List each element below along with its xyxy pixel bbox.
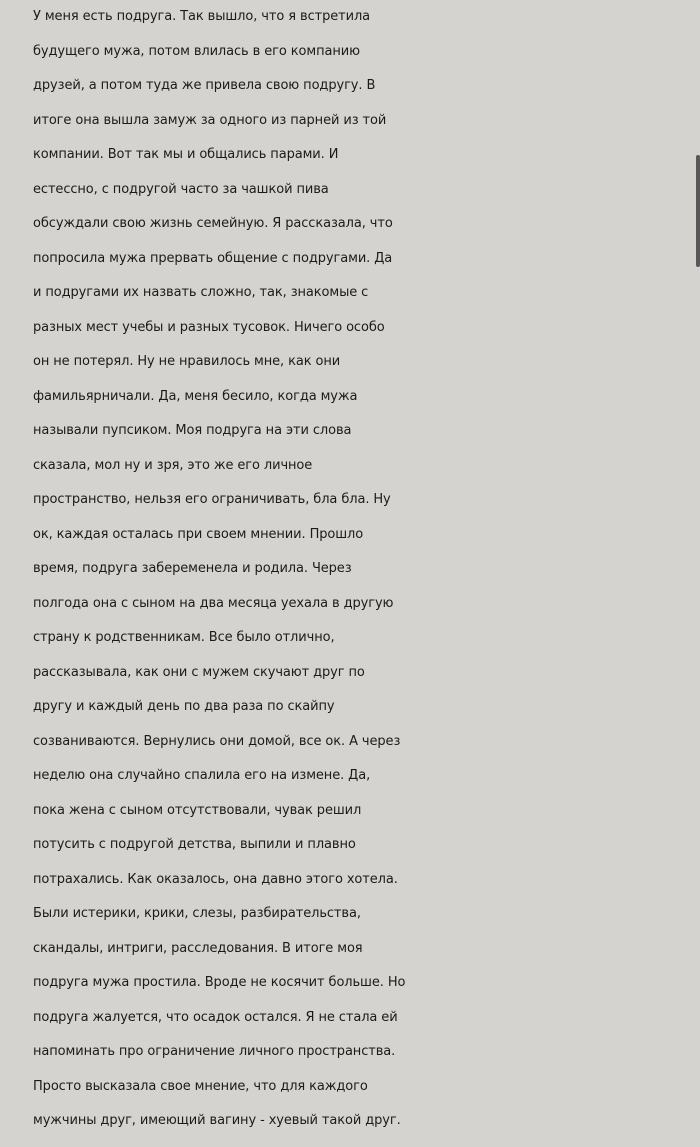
- text-line: пространство, нельзя его ограничивать, бла бла. Ну: [33, 492, 391, 507]
- text-line: неделю она случайно спалила его на измене. Да,: [33, 768, 371, 783]
- text-line: подруга жалуется, что осадок остался. Я не стала ей: [33, 1009, 398, 1025]
- text-line: полгода она с сыном на два месяца уехала в другую: [33, 595, 394, 611]
- text-line: потусить с подругой детства, выпили и плавно: [33, 837, 356, 852]
- text-line: рассказывала, как они с мужем скучают друг по: [33, 664, 365, 680]
- text-line: мужчины друг, имеющий вагину - хуевый такой друг.: [33, 1113, 401, 1128]
- text-line: напоминать про ограничение личного пространства.: [33, 1044, 396, 1059]
- text-line: ок, каждая осталась при своем мнении. Прошло: [33, 526, 364, 542]
- scrollbar-thumb[interactable]: [696, 155, 700, 267]
- text-line: пока жена с сыном отсутствовали, чувак решил: [33, 802, 362, 818]
- text-line: попросила мужа прервать общение с подругами. Да: [33, 250, 393, 266]
- text-line: фамильярничали. Да, меня бесило, когда мужа: [33, 388, 358, 404]
- text-line: Просто высказала свое мнение, что для каждого: [33, 1078, 368, 1094]
- text-line: компании. Вот так мы и общались парами. И: [33, 147, 339, 162]
- text-line: называли пупсиком. Моя подруга на эти слова: [33, 423, 352, 438]
- text-line: будущего мужа, потом влилась в его компанию: [33, 43, 360, 59]
- text-line: и подругами их назвать сложно, так, знакомые с: [33, 285, 369, 300]
- text-line: он не потерял. Ну не нравилось мне, как они: [33, 354, 341, 369]
- text-line: разных мест учебы и разных тусовок. Ничего особо: [33, 319, 385, 335]
- text-line: время, подруга забеременела и родила. Через: [33, 561, 352, 576]
- text-line: естессно, с подругой часто за чашкой пива: [33, 181, 329, 197]
- text-line: обсуждали свою жизнь семейную. Я рассказала, что: [33, 216, 393, 231]
- text-line: Были истерики, крики, слезы, разбирательства,: [33, 906, 361, 921]
- text-line: друзей, а потом туда же привела свою подругу. В: [33, 78, 376, 93]
- text-line: У меня есть подруга. Так вышло, что я встретила: [33, 9, 371, 24]
- text-line: итоге она вышла замуж за одного из парней из той: [33, 112, 387, 128]
- text-line: страну к родственникам. Все было отлично,: [33, 630, 335, 645]
- text-line: скандалы, интриги, расследования. В итоге моя: [33, 940, 363, 956]
- text-line: сказала, мол ну и зря, это же его личное: [33, 457, 313, 473]
- text-line: другу и каждый день по два раза по скайпу: [33, 699, 335, 714]
- text-line: подруга мужа простила. Вроде не косячит больше. Но: [33, 975, 406, 990]
- post-text: [33, 0, 700, 1139]
- text-line: потрахались. Как оказалось, она давно этого хотела.: [33, 871, 398, 887]
- text-line: созваниваются. Вернулись они домой, все ок. А через: [33, 733, 401, 749]
